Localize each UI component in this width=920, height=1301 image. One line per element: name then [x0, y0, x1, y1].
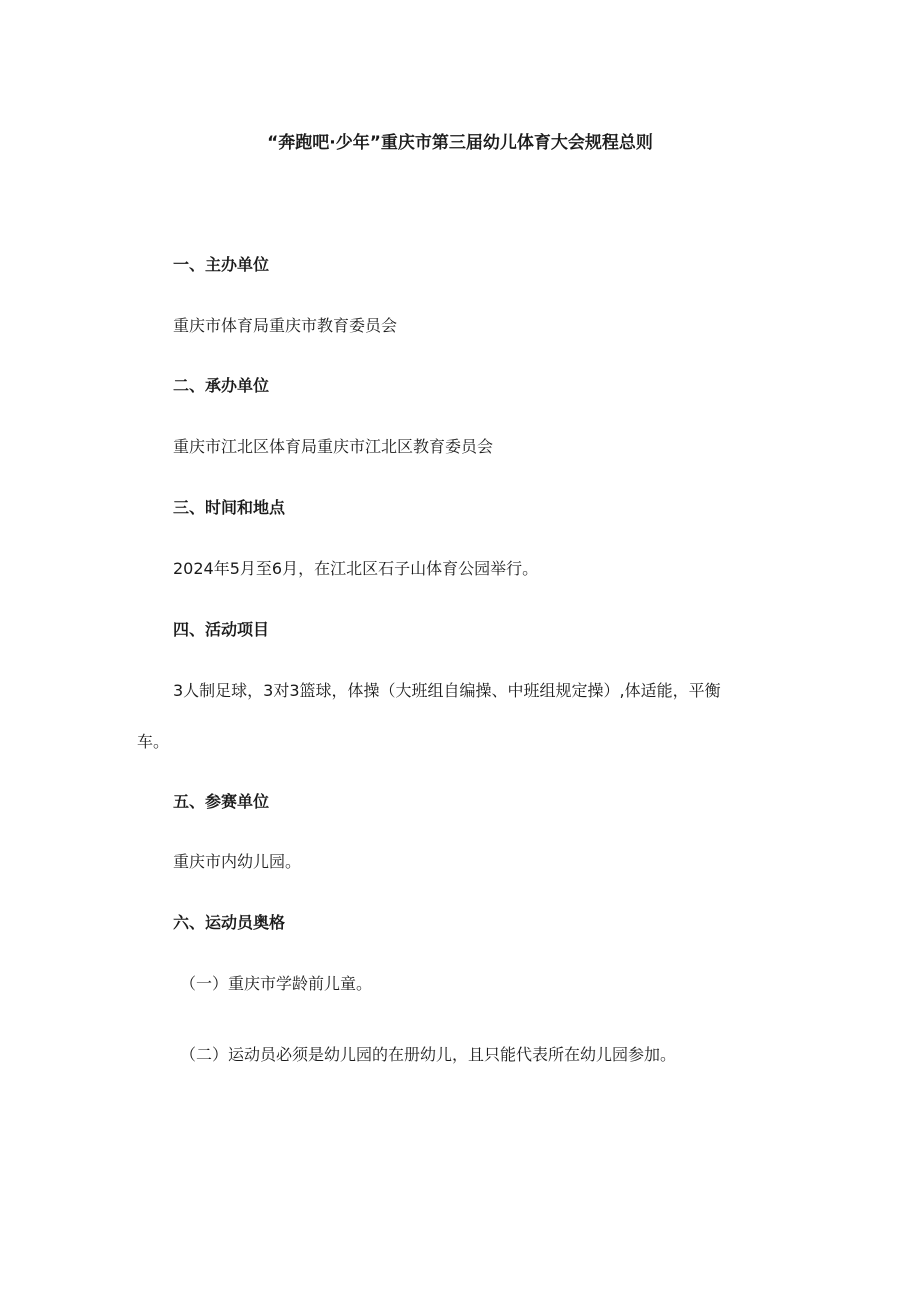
- eligibility-item-1: （一）重庆市学龄前儿童。: [180, 974, 373, 993]
- section-text-events-line1: 3人制足球，3对3篮球，体操（大班组自编操、中班组规定操）,体适能，平衡: [173, 681, 721, 700]
- section-heading-participants: 五、参赛单位: [173, 792, 270, 811]
- section-heading-time-place: 三、时间和地点: [173, 498, 286, 517]
- section-heading-events: 四、活动项目: [173, 620, 270, 639]
- document-title: “奔跑吧·少年”重庆市第三届幼儿体育大会规程总则: [267, 133, 653, 153]
- section-text-events-line2: 车。: [137, 732, 170, 751]
- section-text-organizer: 重庆市体育局重庆市教育委员会: [173, 316, 398, 335]
- section-text-time-place: 2024年5月至6月，在江北区石子山体育公园举行。: [173, 559, 539, 578]
- eligibility-item-2: （二）运动员必须是幼儿园的在册幼儿，且只能代表所在幼儿园参加。: [180, 1045, 677, 1064]
- section-heading-eligibility: 六、运动员奥格: [173, 913, 286, 932]
- section-heading-organizer: 一、主办单位: [173, 255, 270, 274]
- section-heading-undertaker: 二、承办单位: [173, 376, 270, 395]
- section-text-participants: 重庆市内幼儿园。: [173, 852, 302, 871]
- section-text-undertaker: 重庆市江北区体育局重庆市江北区教育委员会: [173, 437, 494, 456]
